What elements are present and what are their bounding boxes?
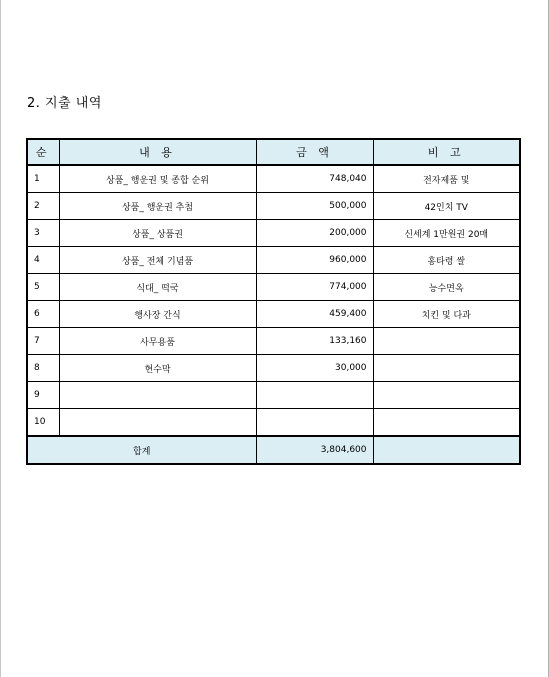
row-no: 2 [27,193,59,220]
row-note [373,409,520,437]
row-description: 행사장 간식 [59,301,256,328]
table-row [27,247,520,274]
row-no: 3 [27,220,59,247]
row-amount: 133,160 [256,328,373,355]
header-description: 내 용 [59,139,256,165]
row-no: 7 [27,328,59,355]
row-amount: 960,000 [256,247,373,274]
row-description: 상품_ 행운권 추첨 [59,193,256,220]
total-note [373,436,520,464]
row-note: 신세계 1만원권 20매 [373,220,520,247]
row-description: 상품_ 행운권 및 종합 순위 [59,165,256,193]
row-note [373,355,520,382]
row-description: 식대_ 떡국 [59,274,256,301]
table-row [27,355,520,382]
row-description: 현수막 [59,355,256,382]
row-amount [256,409,373,437]
row-amount: 500,000 [256,193,373,220]
row-no: 5 [27,274,59,301]
row-note [373,328,520,355]
row-no: 8 [27,355,59,382]
total-row [27,436,520,464]
table-row [27,220,520,247]
header-amount: 금 액 [256,139,373,165]
table-header-row [27,139,520,165]
row-amount [256,382,373,409]
total-amount: 3,804,600 [256,436,373,464]
row-note: 전자제품 및 [373,165,520,193]
table-row [27,409,520,437]
total-label: 합계 [27,436,256,464]
table-row [27,328,520,355]
row-no: 6 [27,301,59,328]
row-amount: 30,000 [256,355,373,382]
table-row [27,301,520,328]
row-note: 홍타령 쌀 [373,247,520,274]
header-no: 순 [27,139,59,165]
table-row [27,382,520,409]
row-no: 9 [27,382,59,409]
row-amount: 748,040 [256,165,373,193]
row-amount: 774,000 [256,274,373,301]
row-amount: 200,000 [256,220,373,247]
row-note: 42인치 TV [373,193,520,220]
row-description: 상품_ 상품권 [59,220,256,247]
row-description: 사무용품 [59,328,256,355]
section-title: 2. 지출 내역 [27,96,102,111]
expense-table [26,138,521,465]
row-note [373,382,520,409]
table-row [27,274,520,301]
row-no: 10 [27,409,59,437]
header-note: 비 고 [373,139,520,165]
row-no: 1 [27,165,59,193]
row-note: 능수면옥 [373,274,520,301]
row-no: 4 [27,247,59,274]
row-description [59,409,256,437]
table-row [27,165,520,193]
table-row [27,193,520,220]
row-description [59,382,256,409]
row-description: 상품_ 전체 기념품 [59,247,256,274]
row-amount: 459,400 [256,301,373,328]
row-note: 치킨 및 다과 [373,301,520,328]
